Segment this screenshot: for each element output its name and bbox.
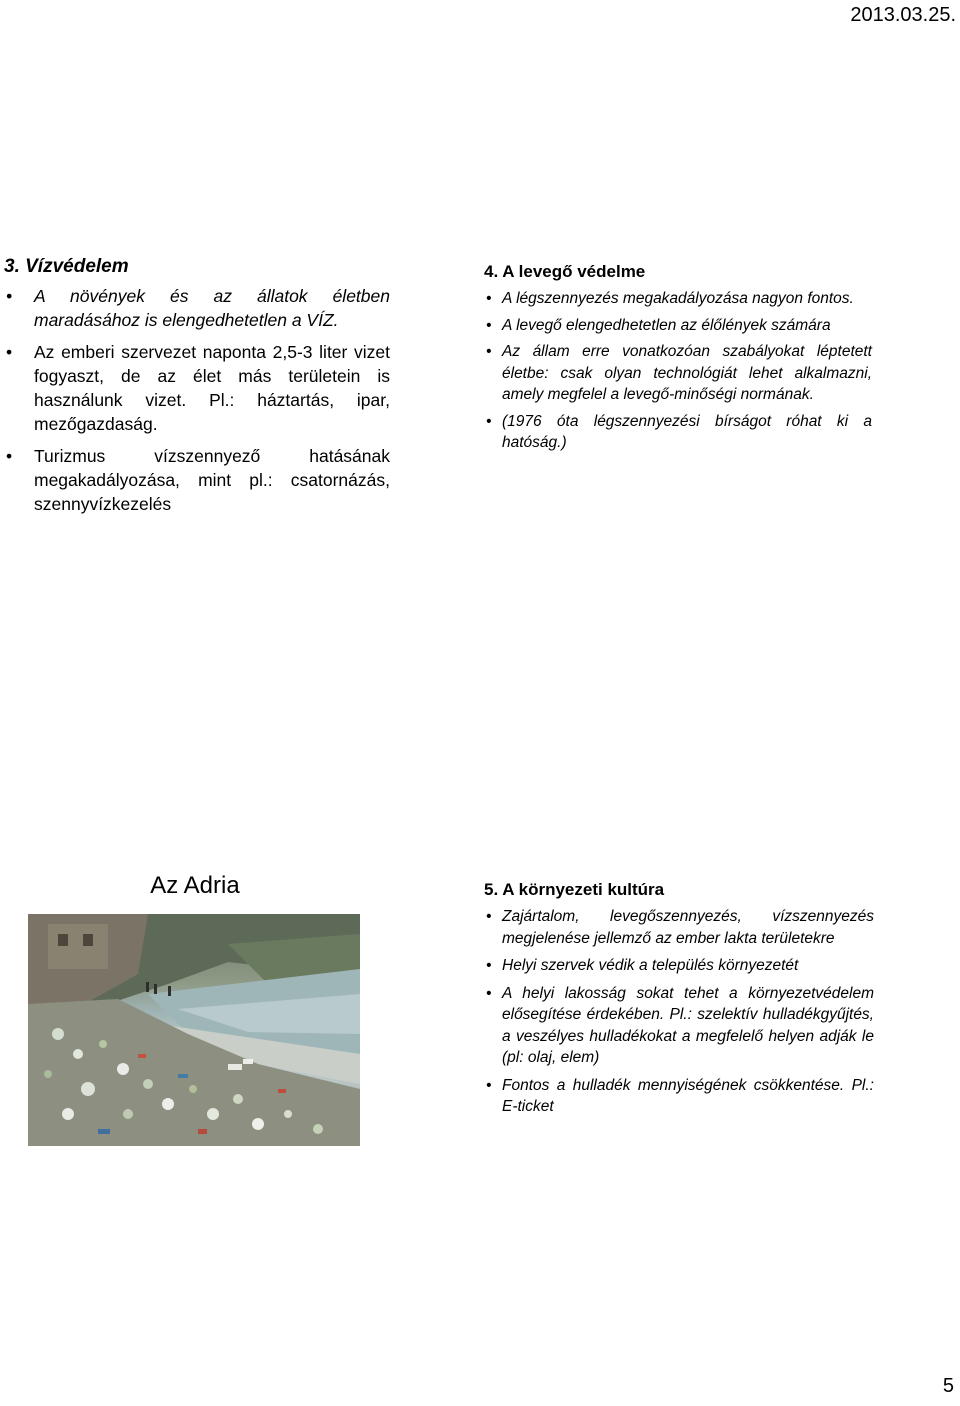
slide-water-protection — [4, 256, 390, 524]
bullet-item: • (1976 óta légszennyezési bírságot róhat ki a hatóság.) — [484, 411, 872, 454]
slide-air-protection — [484, 262, 872, 459]
slide-environmental-culture — [484, 880, 874, 1124]
bullet-item: • A légszennyezés megakadályozása nagyon fontos. — [484, 288, 872, 310]
header-date: 2013.03.25. — [850, 4, 956, 26]
bullet-item: • A növények és az állatok életben maradásához is elengedhetetlen a VÍZ. — [4, 284, 390, 332]
bullet-item: • Turizmus vízszennyező hatásának megakadályozása, mint pl.: csatornázás, szennyvízkezelés — [4, 444, 390, 516]
bullet-item: • Zajártalom, levegőszennyezés, vízszennyezés megjelenése jellemző az ember lakta területekre — [484, 906, 874, 949]
bullet-list — [4, 284, 390, 516]
slide-title: 5. A környezeti kultúra — [484, 880, 665, 899]
bullet-item: • Az emberi szervezet naponta 2,5-3 liter vizet fogyaszt, de az élet más területein is használunk vizet. Pl.: háztartás, ipar, mezőgazdaság. — [4, 340, 390, 436]
page-number: 5 — [942, 1375, 954, 1397]
beach-pollution-photo — [28, 914, 360, 1146]
bullet-item: • A levegő elengedhetetlen az élőlények számára — [484, 315, 872, 337]
photo-illustration — [28, 914, 360, 1146]
bullet-item: • A helyi lakosság sokat tehet a környezetvédelem elősegítése érdekében. Pl.: szelektív hulladékgyűjtés, a veszélyes hulladékokat a megfelelő helyen adják le (pl: olaj, elem) — [484, 983, 874, 1069]
bullet-item: • Az állam erre vonatkozóan szabályokat léptetett életbe: csak olyan technológiát lehet alkalmazni, amely megfelel a levegő-minőségi normának. — [484, 341, 872, 406]
bullet-list — [484, 288, 872, 454]
bullet-list — [484, 906, 874, 1118]
slide-adria — [28, 872, 362, 1146]
bullet-item: • Helyi szervek védik a település környezetét — [484, 955, 874, 977]
bullet-item: • Fontos a hulladék mennyiségének csökkentése. Pl.: E-ticket — [484, 1075, 874, 1118]
slide-title: Az Adria — [150, 872, 240, 899]
slide-title: 4. A levegő védelme — [484, 262, 646, 281]
slide-title: 3. Vízvédelem — [4, 256, 129, 277]
